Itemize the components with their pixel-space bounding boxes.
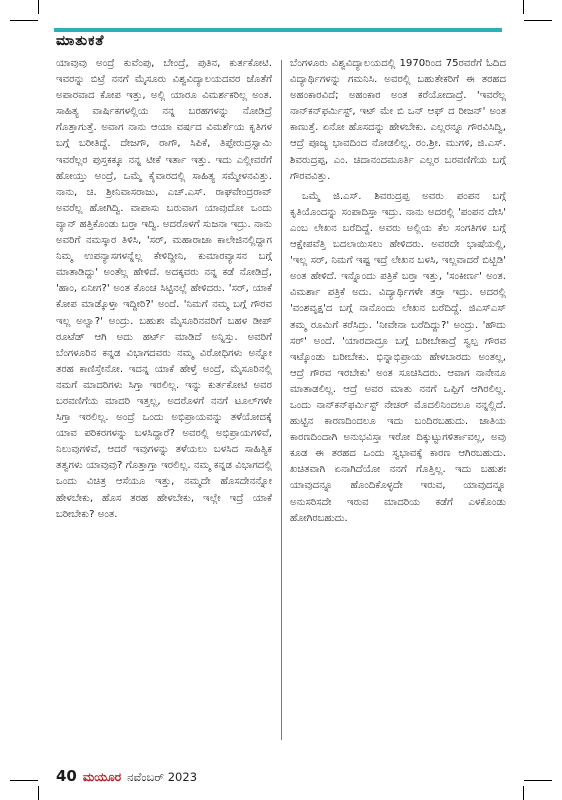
issue-date: ನವೆಂಬರ್ 2023	[127, 770, 198, 784]
crop-mark	[10, 780, 38, 781]
paragraph: ಒಮ್ಮೆ ಜಿ.ಎಸ್. ಶಿವರುದ್ರಪ್ಪ ಅವರು ಪಂಪನ ಬಗ್ಗೆ ಕೃತಿಯೊಂದನ್ನು ಸಂಪಾದಿಸ್ತಾ ಇದ್ರು. ನಾನು ಅದರಲ್ಲಿ 'ಪಂಪನ ದೇಸಿ' ಎಂಬ ಲೇಖನ ಬರೆದಿದ್ದೆ. ಅವರು ಅಲ್ಲಿಯ ಕೆಲ ಸಂಗತಿಗಳ ಬಗ್ಗೆ ಆಕ್ಷೇಪವೆತ್ತಿ ಬದಲಾಯಿಸಲು ಹೇಳಿದರು. ಅವರದೇ ಭಾಷೆಯಲ್ಲಿ, 'ಇಲ್ಲ ಸರ್, ನಿಮಗೆ ಇಷ್ಟ ಇದ್ರೆ ಲೇಖನ ಬಳಸಿ, ಇಲ್ಲವಾದರೆ ಬಿಟ್ಬಿಡಿ' ಅಂತ ಹೇಳಿದೆ. ಇನ್ನೊಂದು ಪತ್ರಿಕೆ ಬರ್‍ತಾ ಇತ್ತು, 'ಸಂಕೀರ್ಣ' ಅಂತ. ವಿಮರ್ಶಾ ಪತ್ರಿಕೆ ಅದು. ವಿದ್ಯಾರ್ಥಿಗಳೇ ತರ್‍ತಾ ಇದ್ರು. ಅದರಲ್ಲಿ 'ವಂಶವೃಕ್ಷ'ದ ಬಗ್ಗೆ ನಾನೊಂದು ಲೇಖನ ಬರೆದಿದ್ದೆ. ಜಿಎಸ್‌ಎಸ್ ತಮ್ಮ ರೂಮಿಗೆ ಕರೆಸಿದ್ರು. 'ನೀವೇನಾ ಬರೆದಿದ್ದು?' ಅಂದ್ರು. 'ಹೌದು ಸರ್' ಅಂದೆ. 'ಯಾರದಾದ್ರೂ ಬಗ್ಗೆ ಬರೀಬೇಕಾದ್ರೆ ಸ್ವಲ್ಪ ಗೌರವ ಇಟ್ಕೊಂಡು ಬರೀಬೇಕು. ಭಿನ್ನಾಭಿಪ್ರಾಯ ಹೇಳಬಾರದು ಅಂತಲ್ಲ, ಆದ್ರೆ ಗೌರವ ಇರಬೇಕು' ಅಂತ ಸೂಚಿಸಿದರು. ಆವಾಗ ನಾನೇನೂ ಮಾತಾಡಲಿಲ್ಲ. ಆದ್ರೆ ಅವರ ಮಾತು ನನಗೆ ಒಪ್ಪಿಗೆ ಆಗಿರಲಿಲ್ಲ. ಒಂದು ನಾನ್‌ಕನ್‌ಫರ್ಮಿಸ್ಟ್ ನೇಚರ್ ಮೊದಲಿನಿಂದಲೂ ನನ್ನಲ್ಲಿದೆ. ಹುಟ್ಟಿನ ಕಾರಣದಿಂದಲೂ ಇದು ಬಂದಿರಬಹುದು. ಜಾತಿಯ ಕಾರಣದಿಂದಾಗಿ ಅನುಭವಿಸ್ತಾ ಇರೋ ದಿಕ್ಕುಟ್ಟುಗಳಿರ್ತಾವಲ್ಲ, ಅವು ಕೂಡ ಈ ತರಹದ ಒಂದು ಸ್ವಭಾವಕ್ಕೆ ಕಾರಣ ಆಗಿರಬಹುದು. ಖಚಿತವಾಗಿ ಏನಾಗಿದೆಯೋ ನನಗೆ ಗೊತ್ತಿಲ್ಲ. ಇದು ಬಹುಶಃ ಯಾವುದನ್ನೂ ಹೊಂದಿಕೊಳ್ಳದೇ ಇರುವ, ಯಾವುದನ್ನೂ ಅನುಸರಿಸದೇ ಇರುವ ಮಾದರಿಯ ಕಡೆಗೆ ಎಳಕೊಂಡು ಹೋಗಿರಬಹುದು.	[290, 190, 506, 524]
header-accent-bar	[54, 28, 502, 32]
paragraph: ಯಾವುವು ಅಂದ್ರೆ ಕುವೆಂಪು, ಬೇಂದ್ರೆ, ಪುತಿನ, ಕುರ್ತಕೋಟಿ. ಇವರನ್ನು ಬಿಟ್ರೆ ನನಗೆ ಮೈಸೂರು ವಿಶ್ವವಿದ್ಯಾಲಯದವರ ಜೊತೆಗೆ ಅಪಾರವಾದ ಕೋಪ ಇತ್ತು, ಅಲ್ಲಿ ಯಾರೂ ವಿಮರ್ಶಕರಿಲ್ಲ ಅಂತ. ಸಾಹಿತ್ಯ ವಾರ್ಷಿಕಗಳಲ್ಲಿಯ ನನ್ನ ಬರಹಗಳನ್ನು ನೋಡಿದ್ರೆ ಗೊತ್ತಾಗುತ್ತೆ. ಅವಾಗ ನಾನು ಆಯಾ ವರ್ಷದ ವಿಮರ್ಶೆಯ ಕೃತಿಗಳ ಬಗ್ಗೆ ಬರೀತಿದ್ದೆ. ದೇಜಗೌ, ರಾಗೌ, ಸಿಪಿಕೆ, ತಿಪ್ಪೇರುದ್ರಸ್ವಾಮಿ ಇವರೆಲ್ಲರ ಪುಸ್ತಕಕ್ಕೂ ನನ್ನ ಟೀಕೆ ಇರ್ತಾ ಇತ್ತು. ಇದು ಎಲ್ಲೀವರೆಗೆ ಹೋಯ್ತು ಅಂದ್ರೆ, ಒಮ್ಮೆ ಕೈವಾರದಲ್ಲಿ ಸಾಹಿತ್ಯ ಸಮ್ಮೇಳನವಿತ್ತು. ನಾನು, ಚಿ. ಶ್ರೀನಿವಾಸರಾಜು, ಎಚ್.ಎಸ್. ರಾಘವೇಂದ್ರರಾವ್ ಅವರೆಲ್ಲ ಹೋಗಿದ್ವಿ. ವಾಪಾಸು ಬರುವಾಗ ಯಾವುದೋ ಒಂದು ವ್ಯಾನ್ ಹತ್ತಿಕೊಂಡು ಬರ್‍ತಾ ಇದ್ವಿ. ಅದರೊಳಗೆ ಸುಜನಾ ಇದ್ರು. ನಾನು ಅವರಿಗೆ ನಮಸ್ಕಾರ ತಿಳಿಸಿ, 'ಸರ್, ಮಹಾರಾಜಾ ಕಾಲೇಜಿನಲ್ಲಿದ್ದಾಗ ನಿಮ್ಮ ಉಪನ್ಯಾಸಗಳನ್ನೆಲ್ಲ ಕೇಳಿದ್ದೀನಿ, ಕುಮಾರವ್ಯಾಸನ ಬಗ್ಗೆ ಮಾತಾಡಿದ್ದು' ಅಂತೆಲ್ಲ ಹೇಳಿದೆ. ಅದಕ್ಕವರು ನನ್ನ ಕಡೆ ನೋಡಿದ್ರೆ, 'ಹಾಂ, ಏನೀಗ?' ಅಂತ ಕೊಂಚ ಸಿಟ್ಟಿನಲ್ಲೆ ಹೇಳಿದರು. 'ಸರ್, ಯಾಕೆ ಕೋಪ ಮಾಡ್ಕೊಳ್ತಾ ಇದ್ದೀರಿ?' ಅಂದೆ. 'ನಿಮಗೆ ನಮ್ಮ ಬಗ್ಗೆ ಗೌರವ ಇಲ್ಲ ಅಲ್ವಾ?' ಅಂದ್ರು. ಬಹುಶಃ ಮೈಸೂರಿನವರಿಗೆ ಬಹಳ ಡೀಪ್ ರೂಟೆಡ್ ಆಗಿ ಅದು ಹರ್ಟ್ ಮಾಡಿದೆ ಅನ್ನಿಸ್ತು. ಅವರಿಗೆ ಬೆಂಗಳೂರಿನ ಕನ್ನಡ ವಿಭಾಗದವರು ನಮ್ಮ ವಿರೋಧಿಗಳು ಅನ್ನೋ ತರಹ ಕಾಣಿಸ್ತೇನೋ. ಇದನ್ನ ಯಾಕೆ ಹೇಳ್ತೆ ಅಂದ್ರೆ, ಮೈಸೂರಿನಲ್ಲಿ ನಮಗೆ ಮಾದರಿಗಳು ಸಿಗ್ತಾ ಇರಲಿಲ್ಲ. ಇನ್ನು ಕುರ್ತಕೋಟಿ ಅವರ ಬರವಣಿಗೆಯ ಮಾದರಿ ಇತ್ತಲ್ಲ, ಅದರೊಳಗೆ ನನಗೆ ಟೂಲ್‌ಗಳೇ ಸಿಗ್ತಾ ಇರಲಿಲ್ಲ. ಅಂದ್ರೆ ಒಂದು ಅಭಿಪ್ರಾಯವನ್ನು ತಳೆಯೋದಕ್ಕೆ ಯಾವ ಪರಿಕರಗಳನ್ನು ಬಳಸಿದ್ದಾರೆ? ಅವರಲ್ಲಿ ಅಭಿಪ್ರಾಯಗಳಿವೆ, ನಿಲುವುಗಳಿವೆ, ಆದರೆ ಇವುಗಳನ್ನು ತಳೆಯಲು ಬಳಸಿದ ಸಾಹಿತ್ಯಿಕ ತತ್ವಗಳು ಯಾವುವು? ಗೊತ್ತಾಗ್ತಾ ಇರಲಿಲ್ಲ. ನಮ್ಮ ಕನ್ನಡ ವಿಭಾಗದಲ್ಲಿ ಒಂದು ವಿಚಿತ್ರ ಆಸೆಯೂ ಇತ್ತು, ನಮ್ಮದೇ ಹೊಸದೇನನ್ನೋ ಹೇಳಬೇಕು, ಹೊಸ ತರಹ ಹೇಳಬೇಕು, ಇಲ್ಲೇ ಇದ್ರೆ ಯಾಕೆ ಬರೀಬೇಕು? ಅಂತ.	[56, 58, 273, 520]
crop-mark	[38, 0, 39, 14]
magazine-name: ಮಯೂರ	[82, 770, 122, 784]
column-divider	[281, 60, 282, 740]
crop-mark	[10, 20, 38, 21]
article-body	[56, 56, 506, 756]
page-number: 40	[56, 767, 77, 785]
crop-mark	[524, 780, 552, 781]
paragraph: ಬೆಂಗಳೂರು ವಿಶ್ವವಿದ್ಯಾಲಯದಲ್ಲಿ 1970ರಿಂದ 75ರವರೆಗೆ ಓದಿದ ವಿದ್ಯಾರ್ಥಿಗಳನ್ನು ಗಮನಿಸಿ. ಅವರಲ್ಲಿ ಬಹುತೇಕರಿಗೆ ಈ ತರಹದ ಅಹಂಕಾರವಿದೆ; ಅಹಂಕಾರ ಅಂತ ಕರೆಯೋದಾದ್ರೆ. 'ಇವರೆಲ್ಲ ನಾನ್‌ಕನ್‌ಫರ್ಮಿಸ್ಟ್, ಇಟ್ ಮೇ ಬಿ ಒನ್ ಆಫ್ ದ ರೀಜನ್' ಅಂತ ಕಾಣುತ್ತೆ. ಏನೋ ಹೊಸದನ್ನು ಹೇಳಬೇಕು. ಎಲ್ಲರನ್ನೂ ಗೌರವಿಸಿದ್ವಿ, ಆದ್ರೆ ಪೂಜ್ಯ ಭಾವದಿಂದ ನೋಡಲಿಲ್ಲ. ರಂ.ಶ್ರೀ. ಮುಗಳಿ, ಜಿ.ಎಸ್. ಶಿವರುದ್ರಪ್ಪ, ಎಂ. ಚಿದಾನಂದಮೂರ್ತಿ ಎಲ್ಲರ ಬರವಣಿಗೆಯ ಬಗ್ಗೆ ಗೌರವವಿತ್ತು.	[290, 58, 506, 182]
right-column	[290, 56, 506, 527]
page-footer	[56, 767, 197, 785]
crop-mark	[38, 786, 39, 800]
crop-mark	[523, 786, 524, 800]
crop-mark	[523, 0, 524, 14]
section-title: ಮಾತುಕತೆ	[56, 33, 105, 49]
crop-mark	[524, 20, 552, 21]
left-column	[56, 56, 272, 523]
